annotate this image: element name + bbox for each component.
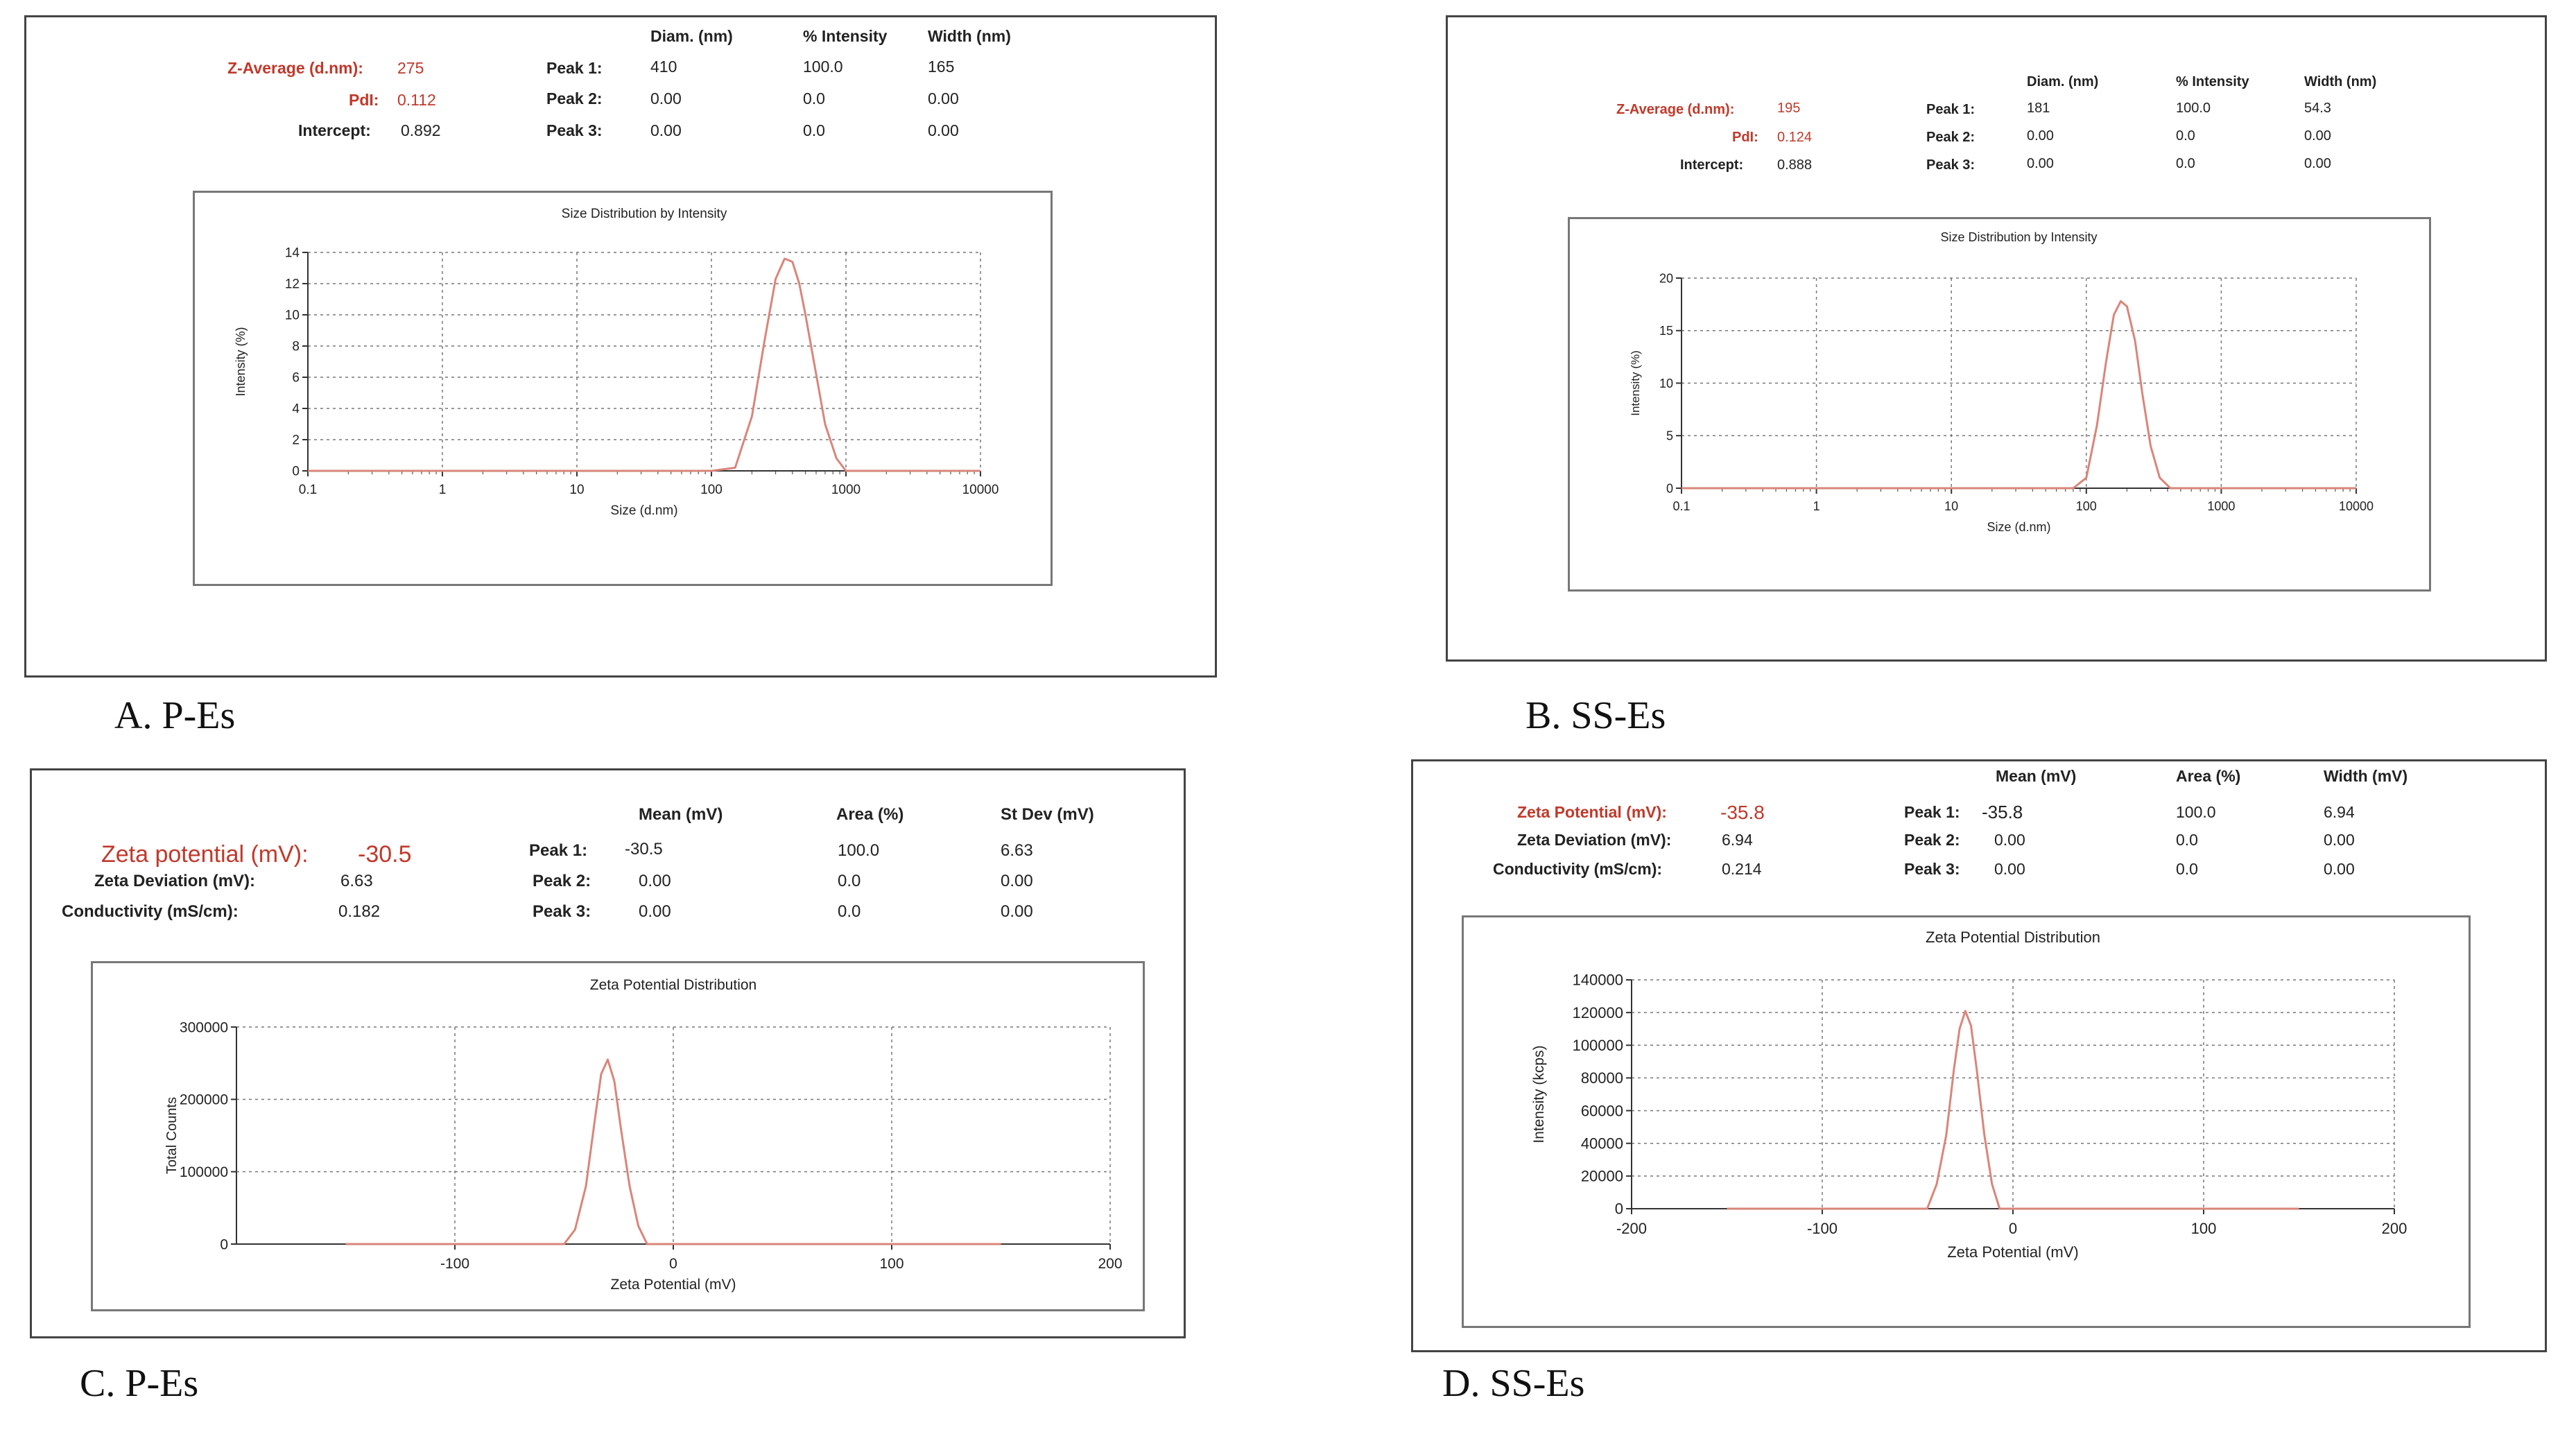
zavg-value: 275 [397,59,424,77]
y-tick-label: 20 [1659,271,1673,286]
peak2-v1: 0.00 [2027,128,2054,144]
deviation-label: Zeta Deviation (mV): [1517,831,1672,849]
intercept-value: 0.892 [401,121,441,139]
x-axis-label: Size (d.nm) [610,503,678,518]
y-tick-label: 40000 [1580,1135,1623,1153]
distribution-curve [308,259,980,471]
zeta-potential-chart-d [1464,917,2469,1326]
zeta-label: Zeta Potential (mV): [1517,803,1667,821]
deviation-label: Zeta Deviation (mV): [94,872,256,890]
caption-c: C. P-Es [80,1362,199,1405]
conductivity-label: Conductivity (mS/cm): [1493,860,1663,878]
y-tick-label: 80000 [1580,1069,1623,1087]
intercept-label: Intercept: [298,121,371,139]
x-tick-label: 1 [1813,499,1820,513]
conductivity-value: 0.182 [338,902,381,921]
y-tick-label: 0 [220,1236,228,1253]
stats-a [26,17,1215,184]
peak1-v1: -35.8 [1982,802,2023,822]
y-axis-label: Intensity (kcps) [1531,1045,1547,1144]
peak1-v3: 6.63 [1001,841,1033,860]
distribution-curve [1727,1011,2299,1209]
peak3-v3: 0.00 [2324,860,2355,878]
stats-c [32,770,1184,951]
x-tick-label: 0 [669,1256,677,1272]
peak2-label: Peak 2: [1926,130,1976,145]
chart-box-d [1462,915,2471,1328]
x-tick-label: 1000 [2207,499,2236,513]
zeta-potential-chart-c [93,963,1143,1309]
x-tick-label: 0 [2008,1220,2018,1237]
peak3-label: Peak 3: [1904,860,1960,878]
intercept-value: 0.888 [1777,157,1813,173]
size-distribution-chart-a [195,193,1051,584]
zeta-value: -35.8 [1720,802,1765,823]
x-tick-label: 100 [2190,1220,2217,1237]
deviation-value: 6.94 [1722,831,1753,849]
y-axis-label: Intensity (%) [1629,350,1642,416]
zavg-label: Z-Average (d.nm): [227,59,363,77]
peak1-label: Peak 1: [546,59,603,77]
chart-box-b [1568,217,2431,592]
header-area: Area (%) [836,805,904,824]
x-axis-label: Size (d.nm) [1987,520,2051,534]
peak2-v1: 0.00 [650,89,682,107]
peak1-v2: 100.0 [803,58,843,76]
x-tick-label: 1 [438,483,447,497]
peak1-v1: 410 [650,58,677,76]
header-intensity: % Intensity [803,27,888,45]
stats-b [1448,17,2545,205]
panel-c [30,768,1186,1338]
peak2-label: Peak 2: [533,872,591,890]
panel-d [1411,759,2547,1352]
peak2-v2: 0.0 [803,89,825,107]
x-tick-label: 100 [2075,499,2097,513]
pdi-value: 0.124 [1777,130,1813,145]
peak2-v1: 0.00 [1994,831,2025,849]
x-axis-label: Zeta Potential (mV) [610,1277,736,1293]
conductivity-label: Conductivity (mS/cm): [62,902,239,921]
zavg-label: Z-Average (d.nm): [1616,102,1735,117]
x-tick-label: 100 [879,1256,904,1272]
x-tick-label: 100 [700,483,723,497]
peak1-v3: 165 [928,58,955,76]
y-axis-label: Intensity (%) [234,327,248,397]
y-tick-label: 20000 [1580,1167,1623,1185]
peak3-v3: 0.00 [928,121,959,139]
peak1-v3: 54.3 [2304,101,2331,116]
y-tick-label: 12 [284,277,300,292]
peak3-v2: 0.0 [803,121,825,139]
y-tick-label: 300000 [179,1019,228,1036]
y-tick-label: 200000 [179,1092,228,1108]
peak3-label: Peak 3: [1926,157,1976,173]
y-tick-label: 8 [292,339,300,354]
peak1-label: Peak 1: [1926,102,1976,117]
peak3-v2: 0.0 [2176,860,2198,878]
x-tick-label: 10000 [2338,499,2374,513]
y-tick-label: 15 [1659,324,1673,338]
header-area: Area (%) [2176,767,2241,785]
peak3-v1: 0.00 [1994,860,2025,878]
peak2-v3: 0.00 [928,89,959,107]
conductivity-value: 0.214 [1722,860,1762,878]
y-tick-label: 5 [1666,429,1673,443]
x-tick-label: 200 [2381,1220,2408,1237]
header-mean: Mean (mV) [1996,767,2077,785]
y-tick-label: 0 [1614,1200,1623,1218]
x-tick-label: -200 [1616,1220,1648,1237]
peak3-v2: 0.0 [2176,156,2195,171]
peak3-label: Peak 3: [533,902,591,921]
y-tick-label: 0 [1666,481,1673,496]
peak2-v2: 0.0 [838,872,861,890]
header-width: Width (nm) [2304,74,2377,89]
y-tick-label: 14 [284,245,300,261]
x-tick-label: 1000 [831,483,861,497]
y-tick-label: 10 [284,308,300,323]
pdi-label: PdI: [349,91,379,109]
header-width: Width (nm) [928,27,1011,45]
y-tick-label: 10 [1659,376,1673,390]
x-axis-label: Zeta Potential (mV) [1947,1243,2079,1261]
x-tick-label: -100 [1806,1220,1838,1237]
peak2-v3: 0.00 [1001,872,1033,890]
caption-a: A. P-Es [114,694,236,737]
peak2-v3: 0.00 [2304,128,2331,144]
y-tick-label: 0 [292,464,300,479]
header-intensity: % Intensity [2176,74,2249,89]
peak1-v2: 100.0 [2176,101,2211,116]
peak2-label: Peak 2: [1904,831,1960,849]
y-axis-label: Total Counts [164,1096,180,1175]
y-tick-label: 140000 [1572,971,1623,989]
x-tick-label: 10 [569,483,585,497]
peak3-v1: 0.00 [650,121,682,139]
caption-b: B. SS-Es [1525,694,1666,737]
chart-title: Zeta Potential Distribution [1926,929,2100,946]
y-tick-label: 60000 [1580,1102,1623,1120]
x-tick-label: 10000 [962,483,999,497]
zavg-value: 195 [1777,101,1801,116]
peak1-label: Peak 1: [1904,803,1960,821]
zeta-label: Zeta potential (mV): [101,841,309,868]
header-width: Width (mV) [2324,767,2408,785]
zeta-value: -30.5 [358,841,412,868]
x-tick-label: 0.1 [1672,499,1691,513]
header-diam: Diam. (nm) [2027,74,2099,89]
peak1-label: Peak 1: [529,841,588,860]
distribution-curve [1682,301,2356,488]
peak3-label: Peak 3: [546,121,603,139]
y-tick-label: 100000 [1572,1036,1623,1054]
x-tick-label: -100 [440,1256,470,1272]
chart-title: Zeta Potential Distribution [589,977,757,993]
x-tick-label: 0.1 [298,483,318,497]
peak1-v3: 6.94 [2324,803,2355,821]
x-tick-label: 10 [1944,499,1959,513]
panel-b [1446,15,2547,662]
caption-d: D. SS-Es [1442,1362,1585,1405]
size-distribution-chart-b [1570,219,2429,589]
y-tick-label: 2 [292,433,300,448]
peak2-v1: 0.00 [639,872,671,890]
header-diam: Diam. (nm) [650,27,733,45]
header-stdev: St Dev (mV) [1001,805,1094,824]
peak3-v3: 0.00 [1001,902,1033,921]
chart-title: Size Distribution by Intensity [1940,230,2098,244]
y-tick-label: 4 [292,402,300,417]
panel-a [24,15,1217,678]
peak1-v2: 100.0 [2176,803,2216,821]
peak3-v1: 0.00 [639,902,671,921]
peak3-v2: 0.0 [838,902,861,921]
y-tick-label: 6 [292,370,300,386]
chart-box-a [193,191,1053,586]
peak1-v1: 181 [2027,101,2050,116]
intercept-label: Intercept: [1680,157,1744,173]
y-tick-label: 120000 [1572,1003,1623,1021]
chart-title: Size Distribution by Intensity [561,207,727,221]
peak3-v1: 0.00 [2027,156,2054,171]
deviation-value: 6.63 [340,872,373,890]
peak2-label: Peak 2: [546,89,603,107]
peak2-v2: 0.0 [2176,831,2198,849]
peak3-v3: 0.00 [2304,156,2331,171]
x-tick-label: 200 [1098,1256,1123,1272]
chart-box-c [91,961,1145,1311]
peak1-v1: -30.5 [625,840,663,859]
pdi-value: 0.112 [397,91,436,109]
header-mean: Mean (mV) [639,805,723,824]
peak1-v2: 100.0 [838,841,880,860]
peak2-v2: 0.0 [2176,128,2195,144]
stats-d [1413,761,2545,914]
peak2-v3: 0.00 [2324,831,2355,849]
pdi-label: PdI: [1732,130,1758,145]
y-tick-label: 100000 [179,1164,228,1181]
